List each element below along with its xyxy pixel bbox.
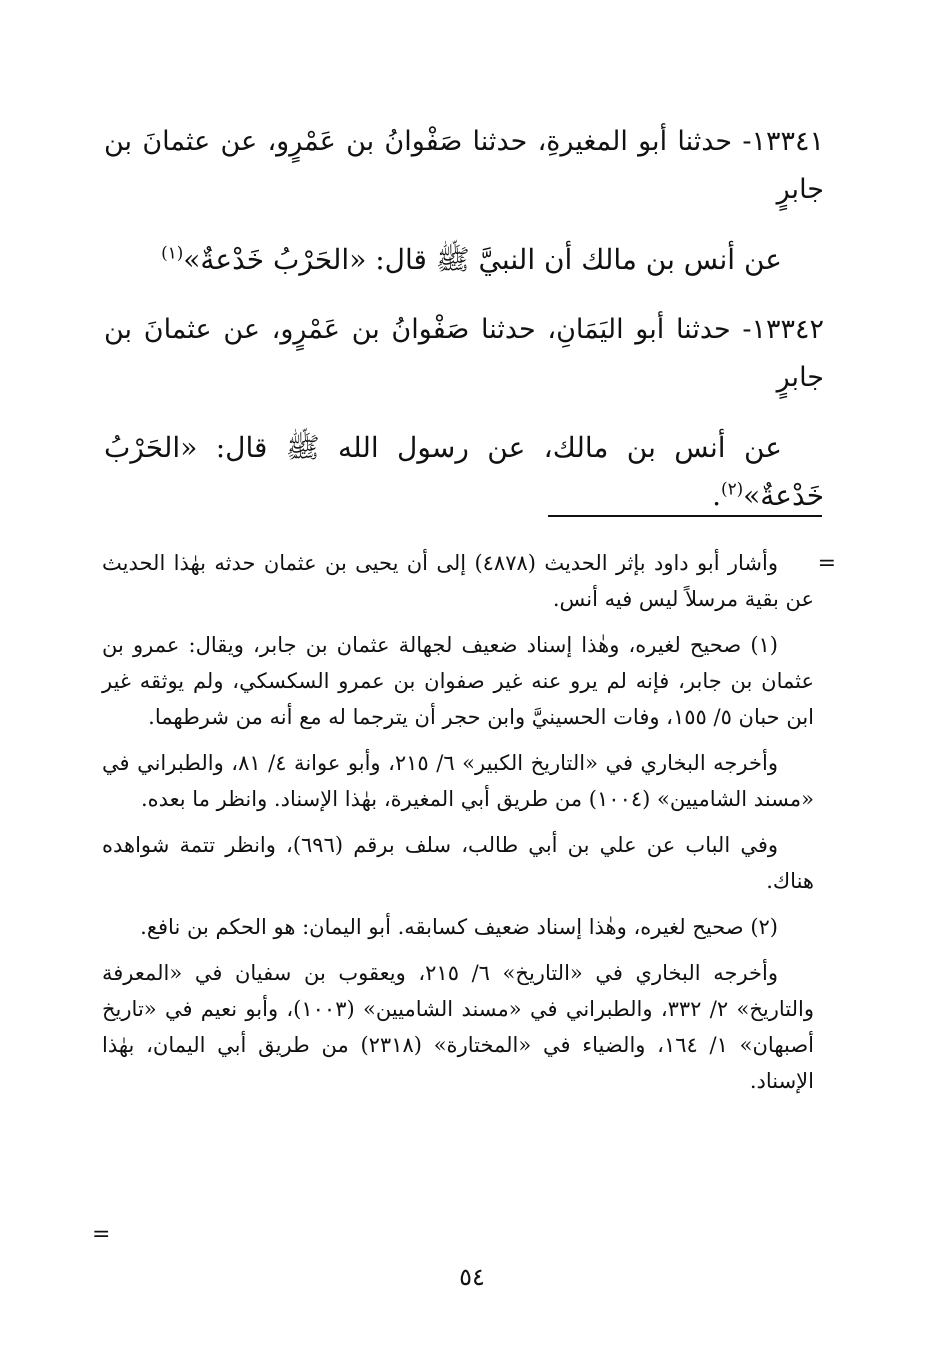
isnad-text: ١٣٣٤٢- حدثنا أبو اليَمَانِ، حدثنا صَفْوانُ بن عَمْرٍو، عن عثمانَ بن جابرٍ: [104, 314, 824, 393]
footnotes: [102, 545, 814, 1109]
continuation-mark-top: =: [817, 551, 836, 576]
hadith-isnad-13341: [104, 118, 824, 214]
hadith-isnad-13342: [104, 306, 824, 402]
page-number: ٥٤: [459, 1263, 485, 1291]
footnote-paragraph: وأشار أبو داود بإثر الحديث (٤٨٧٨) إلى أن يحيى بن عثمان حدثه بهٰذا الحديث عن بقية مرسلاً ليس فيه أنس.: [102, 551, 814, 611]
continuation-mark-bottom: =: [92, 1222, 111, 1247]
hadith-matn-13342: [104, 424, 824, 520]
footnote-ref: (٢): [721, 478, 744, 499]
isnad-text: ١٣٣٤١- حدثنا أبو المغيرةِ، حدثنا صَفْوانُ بن عَمْرٍو، عن عثمانَ بن جابرٍ: [104, 126, 824, 205]
footnote-ref: (١): [161, 242, 184, 263]
footnote-paragraph: (٢) صحيح لغيره، وهٰذا إسناد ضعيف كسابقه. أبو اليمان: هو الحكم بن نافع.: [140, 915, 778, 939]
footnote-paragraph: (١) صحيح لغيره، وهٰذا إسناد ضعيف لجهالة عثمان بن جابر، ويقال: عمرو بن عثمان بن جابر، فإنه لم يرو عنه غير صفوان بن عمرو السكسكي، ولم يوثقه غير ابن حبان ٥/ ١٥٥، وفات الحسينيَّ وابن حجر أن يترجما له مع أنه من شرطهما.: [102, 633, 814, 729]
matn-text: عن أنس بن مالك أن النبيَّ ﷺ قال: «الحَرْبُ خَدْعةٌ»: [183, 243, 782, 276]
matn-end: .: [712, 479, 721, 512]
footnote-paragraph: وأخرجه البخاري في «التاريخ» ٦/ ٢١٥، ويعقوب بن سفيان في «المعرفة والتاريخ» ٢/ ٣٣٢، والطبراني في «مسند الشاميين» (١٠٠٣)، وأبو نعيم في «تاريخ أصبهان» ١/ ١٦٤، والضياء في «المختارة» (٢٣١٨) من طريق أبي اليمان، بهٰذا الإسناد.: [102, 961, 814, 1093]
matn-text: عن أنس بن مالك، عن رسول الله ﷺ قال: «الحَرْبُ خَدْعةٌ»: [104, 431, 824, 512]
footnote-separator: [548, 515, 822, 517]
footnote-paragraph: وفي الباب عن علي بن أبي طالب، سلف برقم (٦٩٦)، وانظر تتمة شواهده هناك.: [102, 833, 814, 893]
main-text: [104, 118, 824, 542]
hadith-matn-13341: [104, 236, 824, 284]
footnote-paragraph: وأخرجه البخاري في «التاريخ الكبير» ٦/ ٢١٥، وأبو عوانة ٤/ ٨١، والطبراني في «مسند الشاميين» (١٠٠٤) من طريق أبي المغيرة، بهٰذا الإسناد. وانظر ما بعده.: [102, 751, 814, 811]
